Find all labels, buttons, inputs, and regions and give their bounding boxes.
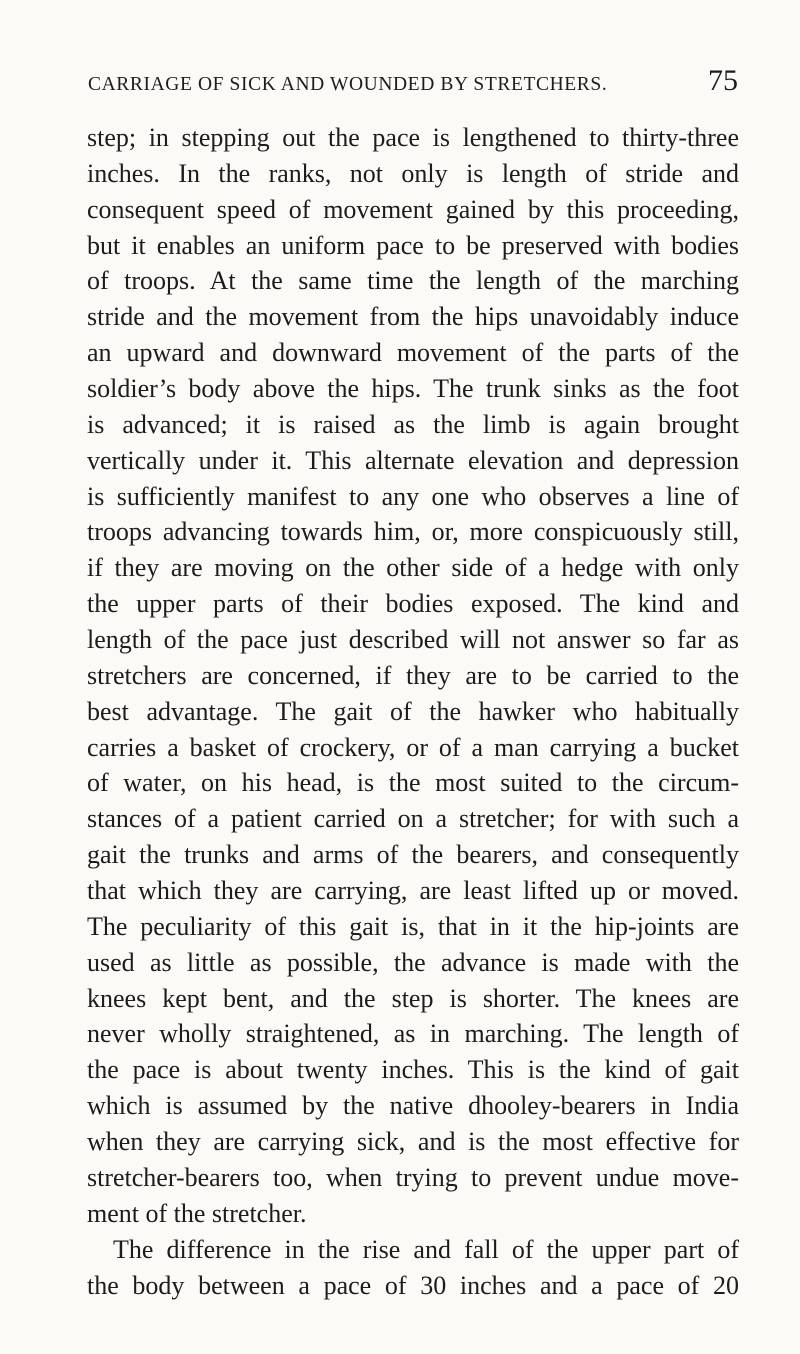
- text-line: consequent speed of movement gained by this proceeding,: [87, 194, 739, 224]
- text-line: stances of a patient carried on a stretcher; for with such a: [87, 804, 739, 834]
- text-line: inches. In the ranks, not only is length of stride and: [87, 158, 739, 188]
- text-line: used as little as possible, the advance is made with the: [87, 947, 739, 977]
- text-line: length of the pace just described will not answer so far as: [87, 625, 739, 655]
- text-line: an upward and downward movement of the parts of the: [87, 338, 739, 368]
- text-line: troops advancing towards him, or, more conspicuously still,: [87, 517, 739, 547]
- text-line: never wholly straightened, as in marching. The length of: [87, 1019, 739, 1049]
- text-line: is sufficiently manifest to any one who observes a line of: [87, 481, 739, 511]
- text-line: soldier’s body above the hips. The trunk sinks as the foot: [87, 374, 739, 404]
- text-line: if they are moving on the other side of a hedge with only: [87, 553, 739, 583]
- text-line: is advanced; it is raised as the limb is again brought: [87, 409, 739, 439]
- text-line: of troops. At the same time the length of the marching: [87, 266, 739, 296]
- text-line: but it enables an uniform pace to be preserved with bodies: [87, 230, 739, 260]
- text-line: gait the trunks and arms of the bearers, and consequently: [87, 840, 739, 870]
- page-number: 75: [708, 64, 738, 97]
- text-line: best advantage. The gait of the hawker who habitually: [87, 696, 739, 726]
- text-line: the upper parts of their bodies exposed. The kind and: [87, 589, 739, 619]
- running-head: [88, 64, 736, 104]
- text-line: ment of the stretcher.: [87, 1198, 307, 1228]
- paragraph: [87, 1232, 739, 1304]
- body-text: [87, 120, 739, 1303]
- text-line: when they are carrying sick, and is the most effective for: [87, 1127, 739, 1157]
- text-line: of water, on his head, is the most suited to the circum-: [87, 768, 739, 798]
- text-line: which is assumed by the native dhooley-bearers in India: [87, 1091, 739, 1121]
- paragraph: [87, 120, 739, 1232]
- text-line: step; in stepping out the pace is lengthened to thirty-three: [87, 123, 739, 152]
- text-line: vertically under it. This alternate elevation and depression: [87, 445, 739, 475]
- text-line: the pace is about twenty inches. This is the kind of gait: [87, 1055, 739, 1085]
- text-line: stretchers are concerned, if they are to be carried to the: [87, 660, 739, 690]
- text-line: the body between a pace of 30 inches and a pace of 20: [87, 1270, 739, 1300]
- text-line: carries a basket of crockery, or of a man carrying a bucket: [87, 732, 739, 762]
- running-head-title: CARRIAGE OF SICK AND WOUNDED BY STRETCHERS.: [88, 74, 608, 95]
- text-line: The difference in the rise and fall of the upper part of: [113, 1234, 739, 1264]
- text-line: knees kept bent, and the step is shorter. The knees are: [87, 983, 739, 1013]
- text-line: stretcher-bearers too, when trying to prevent undue move-: [87, 1162, 739, 1192]
- text-line: that which they are carrying, are least lifted up or moved.: [87, 876, 739, 906]
- text-line: The peculiarity of this gait is, that in it the hip-joints are: [87, 911, 739, 941]
- text-line: stride and the movement from the hips unavoidably induce: [87, 302, 739, 332]
